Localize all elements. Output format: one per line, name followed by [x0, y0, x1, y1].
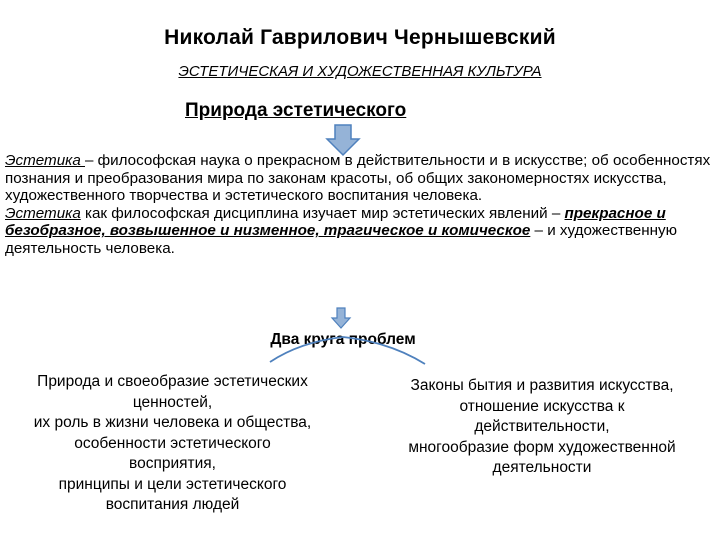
author-title: Николай Гаврилович Чернышевский: [164, 26, 556, 49]
left-line: Природа и своеобразие эстетических: [37, 373, 308, 390]
right-line: деятельности: [492, 459, 592, 476]
section-title: Природа эстетического: [185, 100, 407, 121]
problems-right-column: [372, 376, 712, 479]
subtitle: ЭСТЕТИЧЕСКАЯ И ХУДОЖЕСТВЕННАЯ КУЛЬТУРА: [178, 63, 542, 80]
left-line: их роль в жизни человека и общества,: [33, 414, 312, 431]
fork-right-arc: [343, 337, 425, 364]
left-line: воспитания людей: [105, 496, 240, 513]
right-line: многообразие форм художественной: [408, 438, 676, 456]
left-line: особенности эстетического: [74, 434, 271, 452]
left-line: ценностей,: [132, 393, 213, 411]
discipline-text-end: – и художественную деятельность человека.: [5, 222, 677, 257]
discipline-text: как философская дисциплина изучает мир эстетических явлений –: [80, 204, 565, 222]
aesthetic-categories: прекрасное и безобразное, возвышенное и низменное, трагическое и комическое: [5, 204, 666, 240]
right-line: действительности,: [474, 418, 610, 435]
term-aesthetics-2: Эстетика: [5, 204, 81, 222]
left-line: восприятия,: [129, 455, 216, 472]
fork-left-arc: [270, 337, 343, 362]
right-line: Законы бытия и развития искусства,: [410, 377, 674, 394]
problems-left-column: [0, 372, 345, 516]
term-aesthetics: Эстетика: [5, 152, 85, 169]
problems-heading: Два круга проблем: [270, 331, 416, 348]
right-line: отношение искусства к: [459, 397, 625, 415]
left-line: принципы и цели эстетического: [58, 475, 287, 493]
definition-text: – философская наука о прекрасном в действительности и в искусстве; об особенностях познания и преобразования мира по законам красоты, об общих закономерностях искусства, художественного творчества и эстетического воспитания человека.: [5, 152, 711, 205]
